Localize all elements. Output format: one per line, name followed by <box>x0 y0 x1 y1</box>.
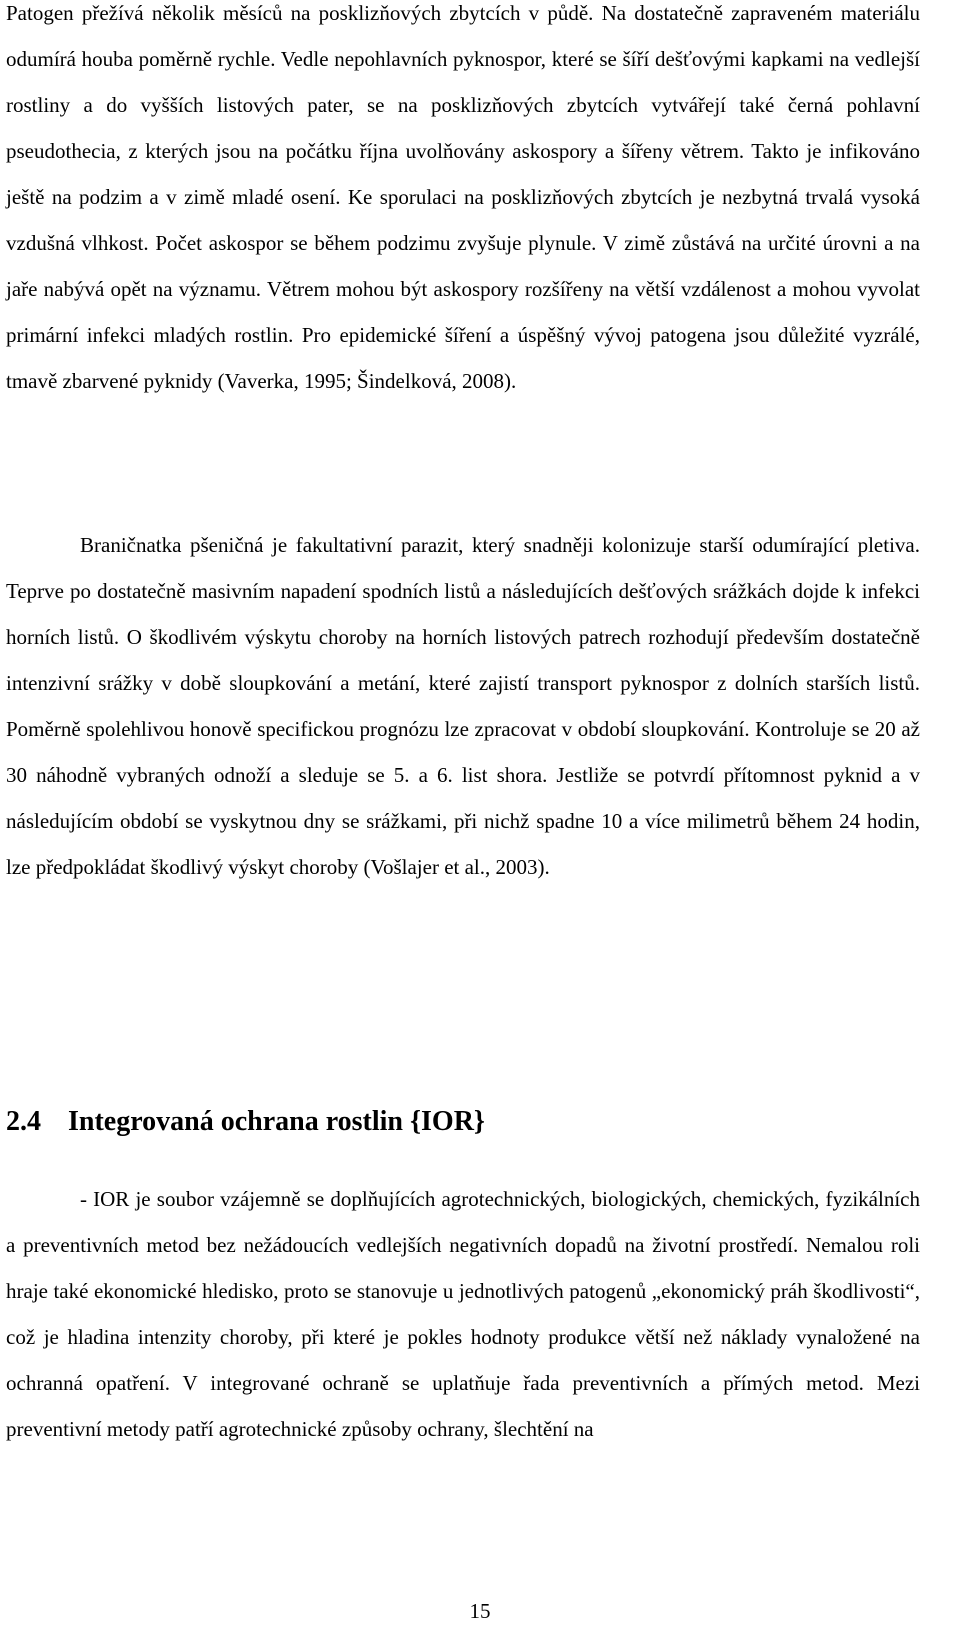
section-number: 2.4 <box>6 1106 41 1137</box>
section-title: Integrovaná ochrana rostlin {IOR} <box>68 1106 485 1137</box>
page-number: 15 <box>469 1599 491 1623</box>
paragraph-septoria-parasite: Braničnatka pšeničná je fakultativní parazit, který snadněji kolonizuje starší odumírající pletiva. Teprve po dostatečně masivním napadení spodních listů a následujících dešťových srážkách dojde k infekci horních listů. O škodlivém výskytu choroby na horních listových patrech rozhodují především dostatečně intenzivní srážky v době sloupkování a metání, které zajistí transport pyknospor z dolních starších listů. Poměrně spolehlivou honově specifickou prognózu lze zpracovat v období sloupkování. Kontroluje se 20 až 30 náhodně vybraných odnoží a sleduje se 5. a 6. list shora. Jestliže se potvrdí přítomnost pyknid a v následujícím období se vyskytnou dny se srážkami, při nichž spadne 10 a více milimetrů během 24 hodin, lze předpokládat škodlivý výskyt choroby (Vošlajer et al., 2003). <box>6 533 920 879</box>
section-heading <box>6 1102 485 1142</box>
paragraph-pathogen-survival: Patogen přežívá několik měsíců na posklizňových zbytcích v půdě. Na dostatečně zapraveném materiálu odumírá houba poměrně rychle. Vedle nepohlavních pyknospor, které se šíří dešťovými kapkami na vedlejší rostliny a do vyšších listových pater, se na posklizňových zbytcích vytvářejí také černá pohlavní pseudothecia, z kterých jsou na počátku října uvolňovány askospory a šířeny větrem. Takto je infikováno ještě na podzim a v zimě mladé osení. Ke sporulaci na posklizňových zbytcích je nezbytná trvalá vysoká vzdušná vlhkost. Počet askospor se během podzimu zvyšuje plynule. V zimě zůstává na určité úrovni a na jaře nabývá opět na významu. Větrem mohou být askospory rozšířeny na větší vzdálenost a mohou vyvolat primární infekci mladých rostlin. Pro epidemické šíření a úspěšný vývoj patogena jsou důležité vyzrálé, tmavě zbarvené pyknidy (Vaverka, 1995; Šindelková, 2008). <box>6 1 920 393</box>
paragraph-ior-definition: - IOR je soubor vzájemně se doplňujících agrotechnických, biologických, chemických, fyzikálních a preventivních metod bez nežádoucích vedlejších negativních dopadů na životní prostředí. Nemalou roli hraje také ekonomické hledisko, proto se stanovuje u jednotlivých patogenů „ekonomický práh škodlivosti“, což je hladina intenzity choroby, při které je pokles hodnoty produkce větší než náklady vynaložené na ochranná opatření. V integrované ochraně se uplatňuje řada preventivních a přímých metod. Mezi preventivní metody patří agrotechnické způsoby ochrany, šlechtění na <box>6 1187 920 1441</box>
